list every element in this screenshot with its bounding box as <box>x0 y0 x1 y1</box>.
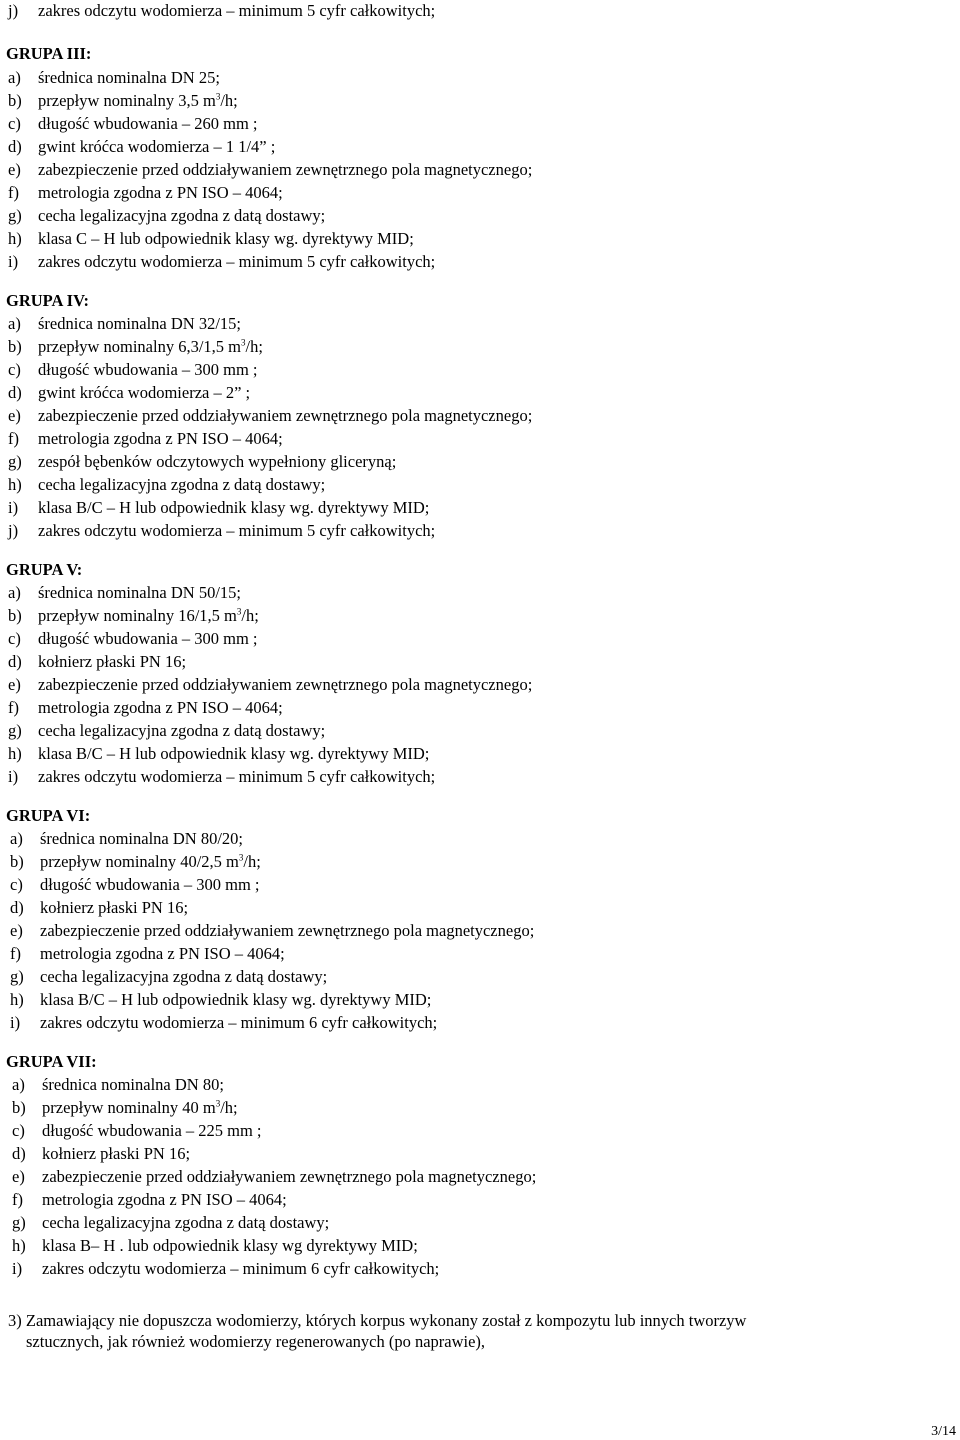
list-item <box>8 252 435 272</box>
footnote-line-1: 3) Zamawiający nie dopuszcza wodomierzy, których korpus wykonany został z kompozytu lub innych tworzyw <box>8 1311 747 1330</box>
item-text: metrologia zgodna z PN ISO – 4064; <box>42 1190 287 1209</box>
list-item <box>8 652 186 672</box>
item-letter: h) <box>8 744 22 763</box>
item-text: przepływ nominalny 16/1,5 m <box>38 606 237 625</box>
group-heading: GRUPA III: <box>6 44 92 63</box>
item-letter: i) <box>8 498 19 517</box>
item-letter: f) <box>8 429 19 448</box>
list-item <box>12 1098 238 1118</box>
item-letter: c) <box>8 114 21 133</box>
list-item <box>8 475 325 495</box>
item-superscript: 3 <box>241 337 246 348</box>
item-letter: e) <box>8 675 21 694</box>
item-text: zabezpieczenie przed oddziaływaniem zewnętrznego pola magnetycznego; <box>40 921 535 940</box>
item-text: kołnierz płaski PN 16; <box>40 898 189 917</box>
item-letter: f) <box>10 944 21 963</box>
item-letter: j) <box>8 521 19 540</box>
item-text: zakres odczytu wodomierza – minimum 5 cyfr całkowitych; <box>38 521 436 540</box>
item-letter: a) <box>8 314 21 333</box>
list-item <box>12 1236 418 1256</box>
item-text: zespół bębenków odczytowych wypełniony gliceryną; <box>38 452 397 471</box>
item-text: zabezpieczenie przed oddziaływaniem zewnętrznego pola magnetycznego; <box>38 160 533 179</box>
list-item <box>8 721 325 741</box>
item-letter: c) <box>8 360 21 379</box>
list-item <box>12 1121 262 1141</box>
item-letter: f) <box>12 1190 23 1209</box>
item-text-suffix: /h; <box>243 852 261 871</box>
item-letter: b) <box>12 1098 26 1117</box>
item-text: metrologia zgodna z PN ISO – 4064; <box>38 183 283 202</box>
item-text: średnica nominalna DN 50/15; <box>38 583 241 602</box>
footnote-paragraph <box>8 1310 948 1352</box>
list-item <box>8 68 220 88</box>
list-item <box>12 1144 190 1164</box>
group-heading: GRUPA V: <box>6 560 83 579</box>
list-item <box>8 629 258 649</box>
item-letter: a) <box>8 583 21 602</box>
item-letter: i) <box>8 767 19 786</box>
list-item <box>12 1259 439 1279</box>
list-item <box>8 606 259 626</box>
item-text: cecha legalizacyjna zgodna z datą dostawy; <box>38 721 326 740</box>
list-item <box>10 829 243 849</box>
item-letter: a) <box>10 829 23 848</box>
item-letter: b) <box>10 852 24 871</box>
item-letter: c) <box>10 875 23 894</box>
list-item <box>10 852 261 872</box>
item-letter: f) <box>8 183 19 202</box>
item-superscript: 3 <box>236 606 242 617</box>
item-text: długość wbudowania – 300 mm ; <box>38 629 258 648</box>
item-text-suffix: /h; <box>220 1098 238 1117</box>
item-letter: e) <box>10 921 23 940</box>
item-letter: c) <box>12 1121 25 1140</box>
item-text: metrologia zgodna z PN ISO – 4064; <box>38 698 283 717</box>
item-text: klasa B– H . lub odpowiednik klasy wg dyrektywy MID; <box>42 1236 418 1255</box>
footnote-line-2: sztucznych, jak również wodomierzy regenerowanych (po naprawie), <box>26 1332 486 1351</box>
item-letter: d) <box>12 1144 26 1163</box>
list-item <box>12 1190 287 1210</box>
list-item <box>8 137 275 157</box>
item-text: klasa B/C – H lub odpowiednik klasy wg. dyrektywy MID; <box>38 498 430 517</box>
item-text: średnica nominalna DN 80; <box>42 1075 224 1094</box>
item-letter: g) <box>10 967 24 986</box>
item-text: cecha legalizacyjna zgodna z datą dostawy; <box>38 475 326 494</box>
group-heading: GRUPA IV: <box>6 291 89 310</box>
item-letter: j) <box>8 1 19 20</box>
list-item <box>10 875 260 895</box>
list-item <box>8 360 258 380</box>
item-text: długość wbudowania – 300 mm ; <box>38 360 258 379</box>
item-text: klasa C – H lub odpowiednik klasy wg. dyrektywy MID; <box>38 229 414 248</box>
item-text: klasa B/C – H lub odpowiednik klasy wg. dyrektywy MID; <box>38 744 430 763</box>
item-text: średnica nominalna DN 25; <box>38 68 220 87</box>
item-text: cecha legalizacyjna zgodna z datą dostawy; <box>42 1213 330 1232</box>
item-letter: h) <box>8 229 22 248</box>
list-item <box>8 229 414 249</box>
item-letter: g) <box>8 721 22 740</box>
list-item <box>8 744 429 764</box>
item-letter: h) <box>10 990 24 1009</box>
item-letter: i) <box>8 252 19 271</box>
item-letter: a) <box>12 1075 25 1094</box>
item-text-suffix: /h; <box>245 337 263 356</box>
item-text: przepływ nominalny 3,5 m <box>38 91 216 110</box>
list-item <box>8 583 241 603</box>
item-letter: e) <box>8 160 21 179</box>
list-item <box>8 452 396 472</box>
group-heading: GRUPA VII: <box>6 1052 97 1071</box>
item-text: zakres odczytu wodomierza – minimum 5 cyfr całkowitych; <box>38 252 436 271</box>
list-item <box>10 990 431 1010</box>
item-letter: b) <box>8 606 22 625</box>
list-item <box>8 383 250 403</box>
list-item <box>10 898 188 918</box>
item-text: kołnierz płaski PN 16; <box>38 652 187 671</box>
item-text: zakres odczytu wodomierza – minimum 5 cyfr całkowitych; <box>38 767 436 786</box>
item-letter: g) <box>12 1213 26 1232</box>
item-letter: h) <box>12 1236 26 1255</box>
list-item <box>8 429 283 449</box>
item-text: długość wbudowania – 260 mm ; <box>38 114 258 133</box>
item-text: zakres odczytu wodomierza – minimum 6 cyfr całkowitych; <box>42 1259 440 1278</box>
item-text: gwint króćca wodomierza – 1 1/4” ; <box>38 137 276 156</box>
list-item <box>8 406 532 426</box>
list-item <box>12 1075 224 1095</box>
list-item <box>10 921 534 941</box>
item-letter: e) <box>8 406 21 425</box>
item-text: zakres odczytu wodomierza – minimum 5 cyfr całkowitych; <box>38 1 436 20</box>
item-letter: i) <box>10 1013 21 1032</box>
item-text: przepływ nominalny 40 m <box>42 1098 216 1117</box>
list-item <box>8 498 429 518</box>
list-item <box>8 183 283 203</box>
item-text: metrologia zgodna z PN ISO – 4064; <box>40 944 285 963</box>
item-text: średnica nominalna DN 32/15; <box>38 314 241 333</box>
list-item <box>8 698 283 718</box>
item-letter: i) <box>12 1259 23 1278</box>
item-text: średnica nominalna DN 80/20; <box>40 829 243 848</box>
list-item <box>8 206 325 226</box>
list-item <box>10 944 285 964</box>
item-text: cecha legalizacyjna zgodna z datą dostawy; <box>38 206 326 225</box>
item-text: długość wbudowania – 300 mm ; <box>40 875 260 894</box>
list-item <box>8 91 238 111</box>
item-letter: e) <box>12 1167 25 1186</box>
list-item <box>10 967 327 987</box>
page-number: 3/14 <box>931 1424 956 1439</box>
item-letter: c) <box>8 629 21 648</box>
item-text: długość wbudowania – 225 mm ; <box>42 1121 262 1140</box>
item-letter: a) <box>8 68 21 87</box>
item-superscript: 3 <box>238 852 244 863</box>
item-letter: h) <box>8 475 22 494</box>
list-item <box>8 114 258 134</box>
list-item <box>8 160 532 180</box>
item-letter: d) <box>8 137 22 156</box>
item-letter: d) <box>8 652 22 671</box>
item-text: gwint króćca wodomierza – 2” ; <box>38 383 251 402</box>
item-text: metrologia zgodna z PN ISO – 4064; <box>38 429 283 448</box>
item-text-suffix: /h; <box>220 91 238 110</box>
list-item <box>8 1 435 21</box>
item-text: przepływ nominalny 6,3/1,5 m <box>38 337 242 356</box>
list-item <box>8 767 435 787</box>
item-letter: g) <box>8 206 22 225</box>
list-item <box>8 675 532 695</box>
item-letter: f) <box>8 698 19 717</box>
item-letter: d) <box>10 898 24 917</box>
list-item <box>12 1213 329 1233</box>
item-text: klasa B/C – H lub odpowiednik klasy wg. dyrektywy MID; <box>40 990 432 1009</box>
list-item <box>8 521 435 541</box>
item-text: cecha legalizacyjna zgodna z datą dostawy; <box>40 967 328 986</box>
item-letter: b) <box>8 337 22 356</box>
item-text: zabezpieczenie przed oddziaływaniem zewnętrznego pola magnetycznego; <box>42 1167 537 1186</box>
item-letter: b) <box>8 91 22 110</box>
item-superscript: 3 <box>215 91 221 102</box>
item-text: zabezpieczenie przed oddziaływaniem zewnętrznego pola magnetycznego; <box>38 675 533 694</box>
item-letter: d) <box>8 383 22 402</box>
list-item <box>12 1167 536 1187</box>
item-text: zabezpieczenie przed oddziaływaniem zewnętrznego pola magnetycznego; <box>38 406 533 425</box>
item-superscript: 3 <box>215 1098 221 1109</box>
list-item <box>8 314 241 334</box>
item-text-suffix: /h; <box>241 606 259 625</box>
group-heading: GRUPA VI: <box>6 806 91 825</box>
item-text: kołnierz płaski PN 16; <box>42 1144 191 1163</box>
item-text: przepływ nominalny 40/2,5 m <box>40 852 239 871</box>
list-item <box>8 337 263 357</box>
item-text: zakres odczytu wodomierza – minimum 6 cyfr całkowitych; <box>40 1013 438 1032</box>
list-item <box>10 1013 437 1033</box>
item-letter: g) <box>8 452 22 471</box>
